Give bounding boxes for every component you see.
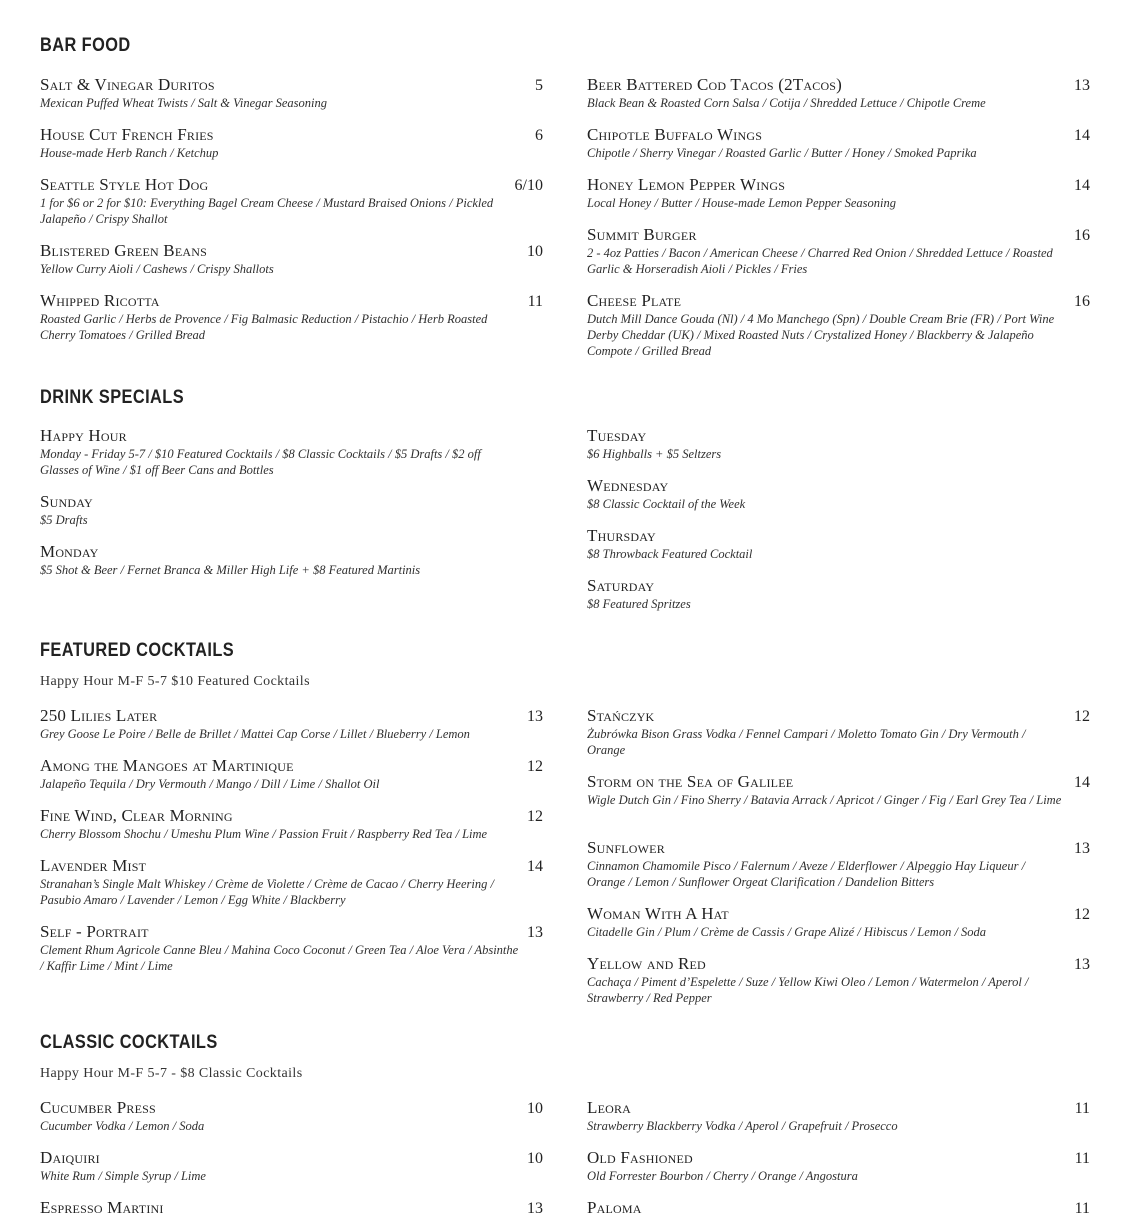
menu-item [587,226,1090,292]
item-name: Paloma [587,1198,642,1217]
left-column [40,76,543,374]
item-description: Roasted Garlic / Herbs de Provence / Fig Balmasic Reduction / Pistachio / Herb Roasted Cherry Tomatoes / Grilled Bread [40,312,488,342]
item-description: Grey Goose Le Poire / Belle de Brillet / Mattei Cap Corse / Lillet / Blueberry / Lemon [40,727,470,741]
menu-item [40,176,543,242]
item-price: 12 [527,808,543,825]
menu-item [587,773,1090,839]
drink-specials-section [40,385,1090,627]
item-price: 11 [1074,1150,1090,1167]
item-name: Saturday [587,576,655,595]
item-price: 11 [527,293,543,310]
item-description: 2 - 4oz Patties / Bacon / American Cheese / Charred Red Onion / Shredded Lettuce / Roasted Garlic & Horseradish Aioli / Pickles / Fries [587,246,1053,276]
section-subtitle: Happy Hour M-F 5-7 $10 Featured Cocktails [40,674,310,689]
item-description: Local Honey / Butter / House-made Lemon Pepper Seasoning [587,196,896,210]
item-name: Self - Portrait [40,922,149,941]
menu-item [40,126,543,176]
item-description: 1 for $6 or 2 for $10: Everything Bagel Cream Cheese / Mustard Braised Onions / Pickled Jalapeño / Crispy Shallot [40,196,494,226]
item-description: $5 Shot & Beer / Fernet Branca & Miller High Life + $8 Featured Martinis [40,563,421,577]
item-name: Daiquiri [40,1148,100,1167]
item-name: Leora [587,1098,632,1117]
item-name: Monday [40,542,99,561]
item-description: House-made Herb Ranch / Ketchup [40,146,219,160]
item-name: Tuesday [587,426,647,445]
right-column [587,707,1090,1021]
menu-item [40,76,543,126]
item-name: Yellow and Red [587,954,706,973]
item-price: 14 [1074,127,1090,144]
menu-item [40,757,543,807]
menu-item [587,1149,1090,1199]
item-description: Stranahan’s Single Malt Whiskey / Crème de Violette / Crème de Cacao / Cherry Heering / Pasubio Amaro / Lavender / Lemon / Egg White / Blackberry [40,877,494,907]
section-columns [40,76,1090,374]
item-price: 10 [527,1150,543,1167]
item-price: 13 [527,1200,543,1217]
menu-item [587,126,1090,176]
menu-item [587,1199,1090,1219]
item-name: 250 Lilies Later [40,706,158,725]
item-price: 16 [1074,227,1090,244]
section-title: FEATURED COCKTAILS [40,640,235,661]
item-name: Summit Burger [587,225,697,244]
item-description: Black Bean & Roasted Corn Salsa / Cotija / Shredded Lettuce / Chipotle Creme [587,96,986,110]
menu-item [587,427,1090,477]
menu-item [40,1099,543,1149]
item-price: 13 [527,924,543,941]
item-price: 6 [535,127,543,144]
item-name: Espresso Martini [40,1198,164,1217]
item-name: Fine Wind, Clear Morning [40,806,233,825]
menu-item [40,493,543,543]
item-description: Cherry Blossom Shochu / Umeshu Plum Wine / Passion Fruit / Raspberry Red Tea / Lime [40,827,488,841]
item-name: Thursday [587,526,656,545]
menu-item [40,427,543,493]
menu-item [587,1099,1090,1149]
menu-item [587,905,1090,955]
menu-item [40,1199,543,1219]
item-price: 14 [1074,177,1090,194]
item-price: 5 [535,77,543,94]
item-price: 14 [527,858,543,875]
menu-item [40,543,543,593]
section-columns [40,707,1090,1021]
item-name: Among the Mangoes at Martinique [40,756,294,775]
item-name: Woman With A Hat [587,904,729,923]
item-name: Salt & Vinegar Duritos [40,75,215,94]
item-price: 16 [1074,293,1090,310]
menu-item [40,707,543,757]
item-description: Cachaça / Piment d’Espelette / Suze / Yellow Kiwi Oleo / Lemon / Watermelon / Aperol / Strawberry / Red Pepper [587,975,1029,1005]
item-name: Wednesday [587,476,669,495]
section-title: CLASSIC COCKTAILS [40,1032,218,1053]
item-name: Stańczyk [587,706,655,725]
section-columns [40,1099,1090,1219]
item-price: 13 [1074,840,1090,857]
item-price: 12 [527,758,543,775]
item-price: 10 [527,1100,543,1117]
item-price: 13 [1074,956,1090,973]
item-name: Cheese Plate [587,291,682,310]
item-description: Citadelle Gin / Plum / Crème de Cassis / Grape Alizé / Hibiscus / Lemon / Soda [587,925,987,939]
item-description: $8 Throwback Featured Cocktail [587,547,753,561]
item-description: Clement Rhum Agricole Canne Bleu / Mahina Coco Coconut / Green Tea / Aloe Vera / Absinthe / Kaffir Lime / Mint / Lime [40,943,519,973]
section-title: BAR FOOD [40,35,131,56]
item-description: $8 Featured Spritzes [587,597,691,611]
item-name: Happy Hour [40,426,127,445]
item-description: Dutch Mill Dance Gouda (Nl) / 4 Mo Manchego (Spn) / Double Cream Brie (FR) / Port Wine Derby Cheddar (UK) / Mixed Roasted Nuts / Crystalized Honey / Blackberry & Jalapeño Compote / Grilled Bread [587,312,1055,358]
item-name: Blistered Green Beans [40,241,207,260]
classic-cocktails-section [40,1030,1090,1219]
left-column [40,707,543,1021]
item-description: White Rum / Simple Syrup / Lime [40,1169,206,1183]
menu-item [40,807,543,857]
item-description: Monday - Friday 5-7 / $10 Featured Cocktails / $8 Classic Cocktails / $5 Drafts / $2 off Glasses of Wine / $1 off Beer Cans and Bottles [40,447,481,477]
menu-item [587,176,1090,226]
item-description: $5 Drafts [40,513,88,527]
item-description: $6 Highballs + $5 Seltzers [587,447,722,461]
left-column [40,1099,543,1219]
item-name: Storm on the Sea of Galilee [587,772,794,791]
item-price: 13 [1074,77,1090,94]
menu-item [40,242,543,292]
item-name: Old Fashioned [587,1148,693,1167]
item-description: Old Forrester Bourbon / Cherry / Orange / Angostura [587,1169,858,1183]
right-column [587,1099,1090,1219]
item-name: Cucumber Press [40,1098,156,1117]
bar-food-section [40,33,1090,374]
item-price: 13 [527,708,543,725]
item-price: 12 [1074,906,1090,923]
item-price: 12 [1074,708,1090,725]
item-description: $8 Classic Cocktail of the Week [587,497,746,511]
item-description: Żubrówka Bison Grass Vodka / Fennel Campari / Moletto Tomato Gin / Dry Vermouth / Orange [587,727,1026,757]
item-description: Wigle Dutch Gin / Fino Sherry / Batavia Arrack / Apricot / Ginger / Fig / Earl Grey Tea / Lime [587,793,1062,807]
item-name: Sunday [40,492,93,511]
menu-item [587,577,1090,627]
item-price: 11 [1074,1100,1090,1117]
left-column [40,427,543,627]
item-name: Seattle Style Hot Dog [40,175,209,194]
item-name: Honey Lemon Pepper Wings [587,175,786,194]
item-name: Beer Battered Cod Tacos (2Tacos) [587,75,843,94]
item-description: Strawberry Blackberry Vodka / Aperol / Grapefruit / Prosecco [587,1119,898,1133]
right-column [587,427,1090,627]
menu-item [587,292,1090,374]
item-name: Sunflower [587,838,665,857]
item-price: 11 [1074,1200,1090,1217]
item-price: 14 [1074,774,1090,791]
right-column [587,76,1090,374]
menu-item [587,839,1090,905]
section-title: DRINK SPECIALS [40,387,185,408]
section-columns [40,427,1090,627]
item-name: Lavender Mist [40,856,147,875]
menu-item [587,527,1090,577]
item-description: Cucumber Vodka / Lemon / Soda [40,1119,205,1133]
featured-cocktails-section [40,638,1090,1021]
menu-item [587,955,1090,1021]
item-name: House Cut French Fries [40,125,214,144]
item-description: Mexican Puffed Wheat Twists / Salt & Vinegar Seasoning [40,96,327,110]
menu-item [587,477,1090,527]
section-subtitle: Happy Hour M-F 5-7 - $8 Classic Cocktails [40,1066,303,1081]
item-price: 10 [527,243,543,260]
menu-item [587,707,1090,773]
item-name: Chipotle Buffalo Wings [587,125,763,144]
menu-item [40,292,543,358]
menu-item [40,1149,543,1199]
menu-item [40,857,543,923]
menu-item [40,923,543,989]
item-description: Yellow Curry Aioli / Cashews / Crispy Shallots [40,262,274,276]
item-description: Cinnamon Chamomile Pisco / Falernum / Aveze / Elderflower / Alpeggio Hay Liqueur / Orange / Lemon / Sunflower Orgeat Clarification / Dandelion Bitters [587,859,1026,889]
item-description: Jalapeño Tequila / Dry Vermouth / Mango / Dill / Lime / Shallot Oil [40,777,380,791]
item-price: 6/10 [514,177,543,194]
menu-item [587,76,1090,126]
item-name: Whipped Ricotta [40,291,160,310]
item-description: Chipotle / Sherry Vinegar / Roasted Garlic / Butter / Honey / Smoked Paprika [587,146,977,160]
